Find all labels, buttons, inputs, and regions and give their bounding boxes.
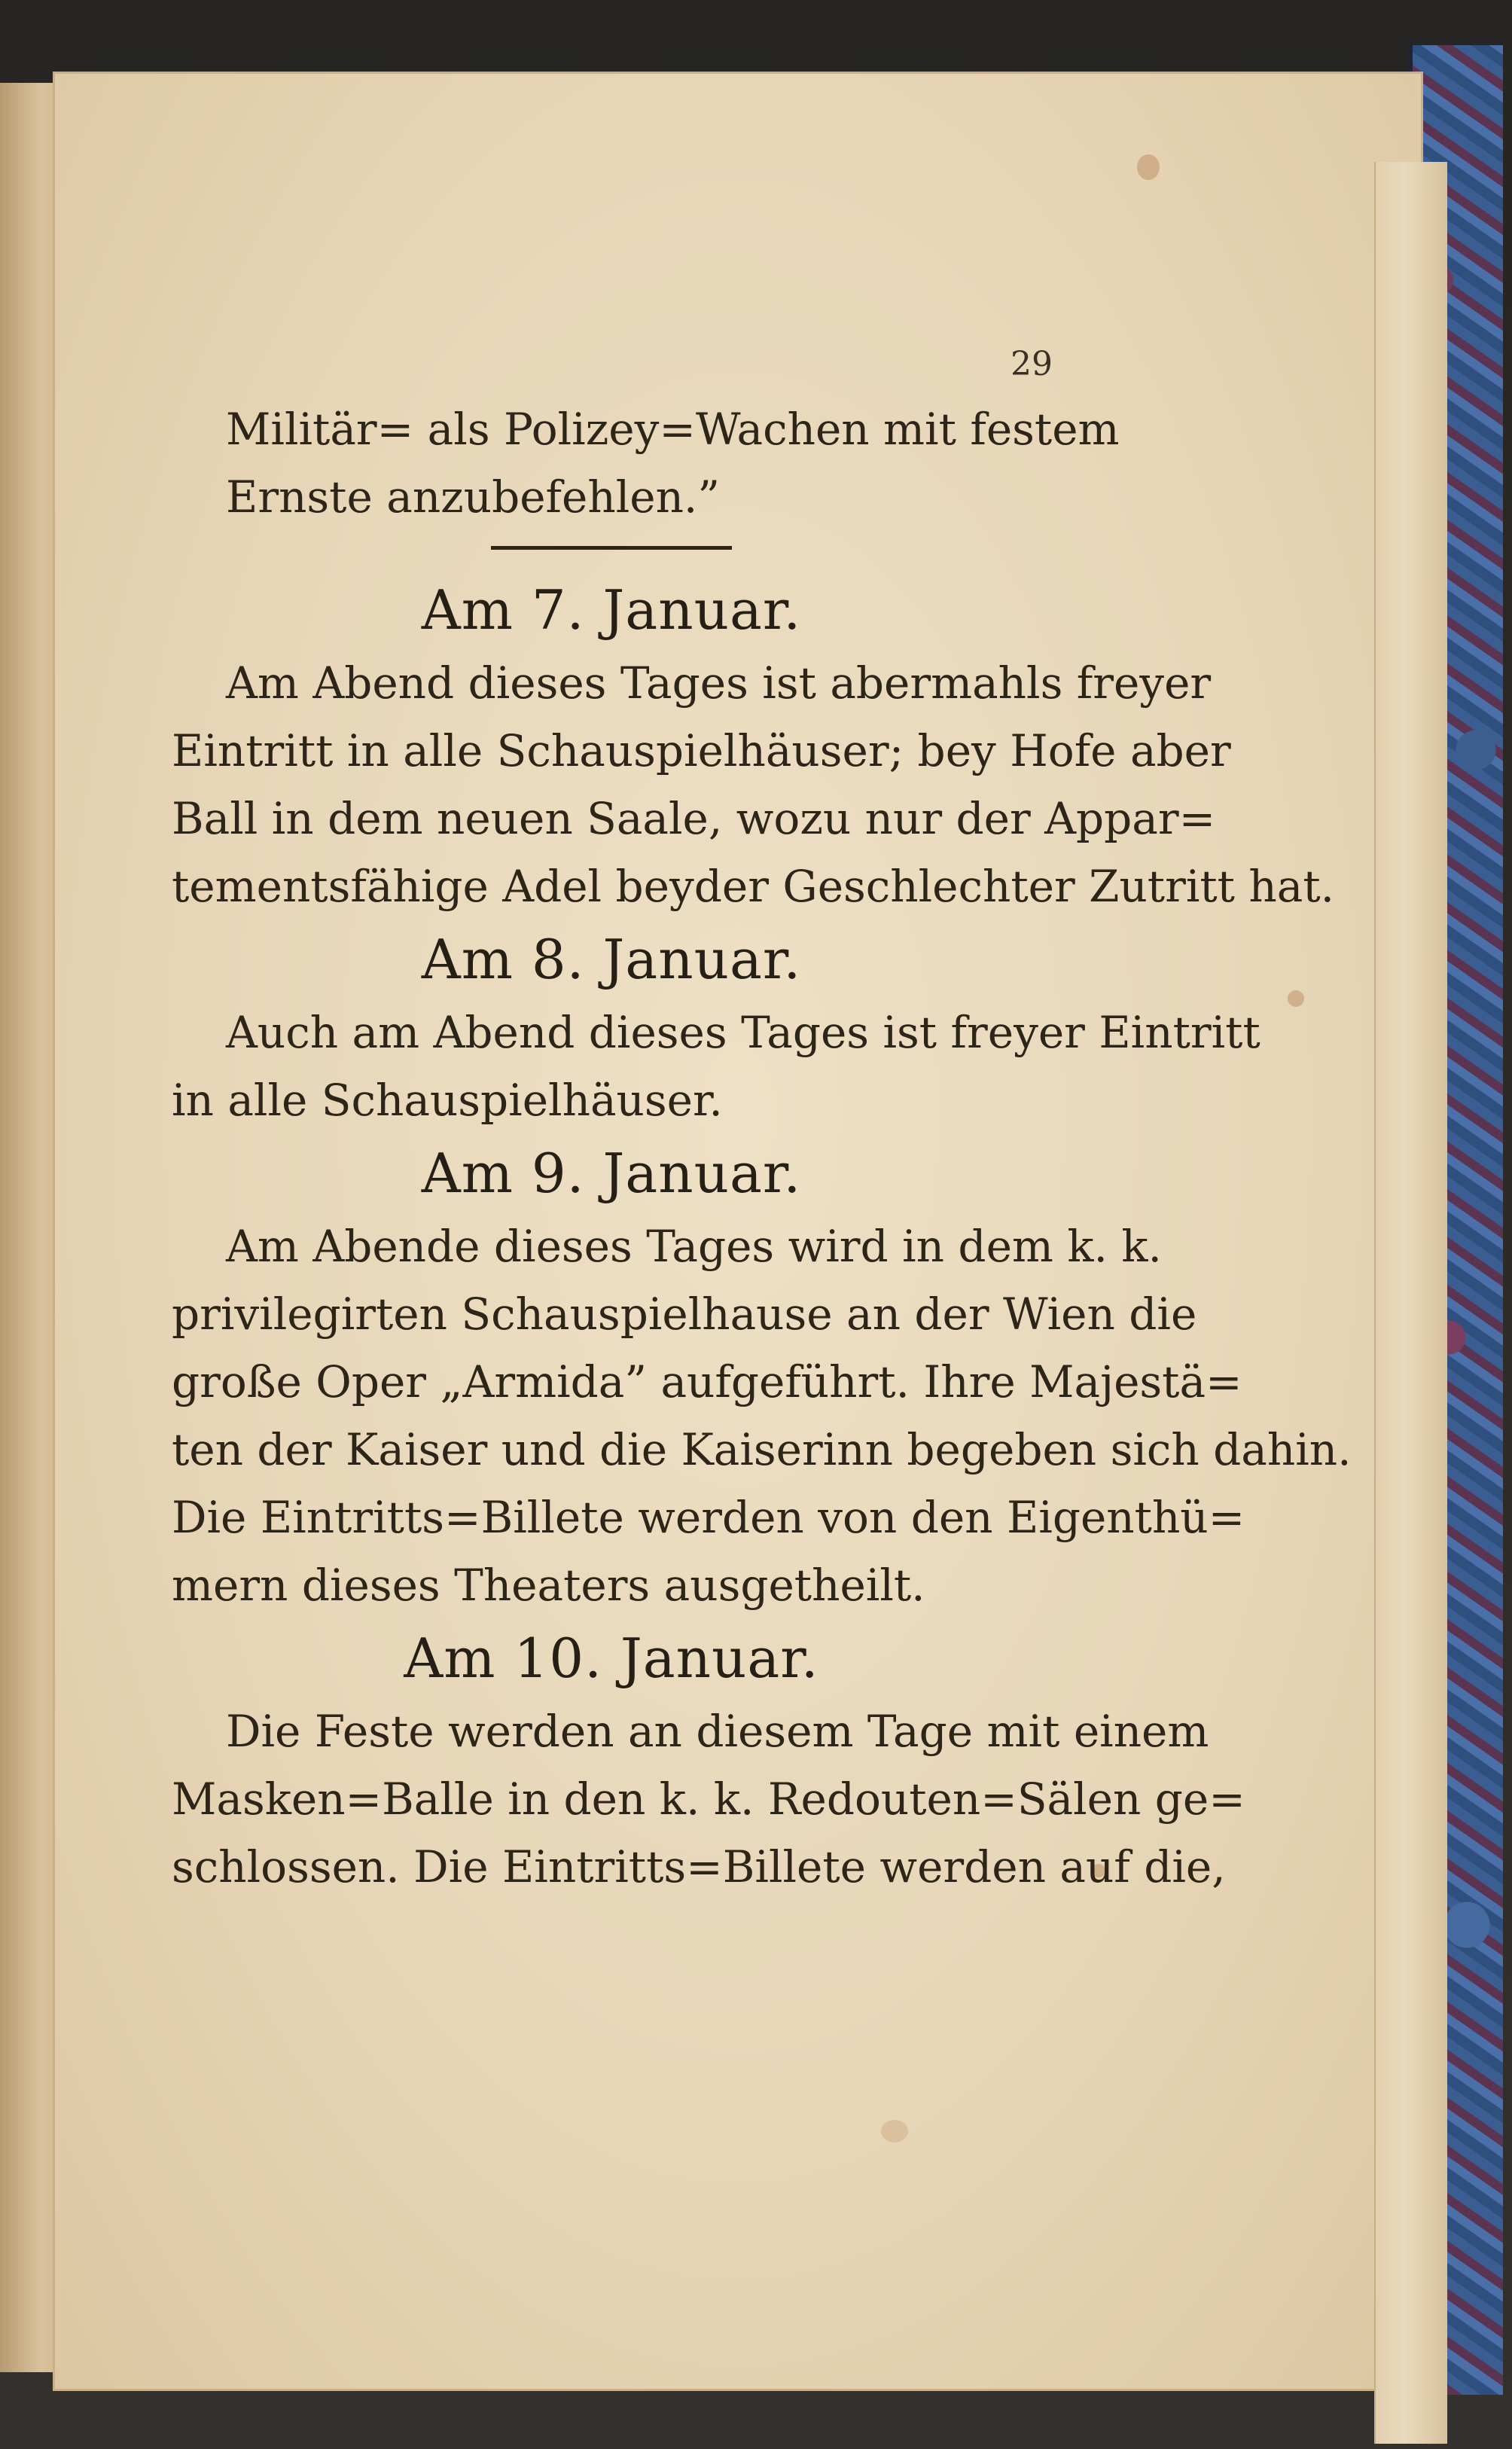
page-text	[172, 354, 1352, 1901]
foxing-stain	[1288, 990, 1304, 1007]
body-line: Am Abend dieses Tages ist abermahls freyer	[226, 657, 1212, 709]
body-line: Militär= als Polizey=Wachen mit festem	[226, 404, 1120, 455]
foxing-stain	[1137, 154, 1160, 180]
page-edge-shadow	[1374, 162, 1447, 2444]
body-line: Ball in dem neuen Saale, wozu nur der Appar=	[172, 793, 1216, 844]
body-line: Masken=Balle in den k. k. Redouten=Sälen ge=	[172, 1773, 1245, 1825]
section-heading: Am 9. Januar.	[421, 1142, 802, 1205]
page-number: 29	[1011, 345, 1053, 383]
body-line: Ernste anzubefehlen.”	[226, 471, 721, 523]
body-line: Eintritt in alle Schauspielhäuser; bey Hofe aber	[172, 725, 1231, 776]
section-heading: Am 8. Januar.	[421, 928, 802, 991]
body-line: große Oper „Armida” aufgeführt. Ihre Majestä=	[172, 1356, 1242, 1407]
body-line: Auch am Abend dieses Tages ist freyer Eintritt	[226, 1007, 1261, 1058]
body-line: schlossen. Die Eintritts=Billete werden auf die,	[172, 1841, 1226, 1892]
body-line: tementsfähige Adel beyder Geschlechter Zutritt hat.	[172, 861, 1335, 912]
body-line: Am Abende dieses Tages wird in dem k. k.	[226, 1221, 1162, 1272]
body-line: mern dieses Theaters ausgetheilt.	[172, 1560, 925, 1611]
body-line: in alle Schauspielhäuser.	[172, 1075, 723, 1126]
body-line: privilegirten Schauspielhause an der Wien die	[172, 1289, 1197, 1340]
section-heading: Am 7. Januar.	[421, 578, 802, 642]
body-line: Die Feste werden an diesem Tage mit einem	[226, 1706, 1209, 1757]
body-line: ten der Kaiser und die Kaiserinn begeben sich dahin.	[172, 1424, 1352, 1475]
section-divider	[491, 546, 732, 550]
section-heading: Am 10. Januar.	[404, 1627, 819, 1690]
foxing-stain	[881, 2120, 908, 2142]
body-line: Die Eintritts=Billete werden von den Eigenthü=	[172, 1492, 1245, 1543]
